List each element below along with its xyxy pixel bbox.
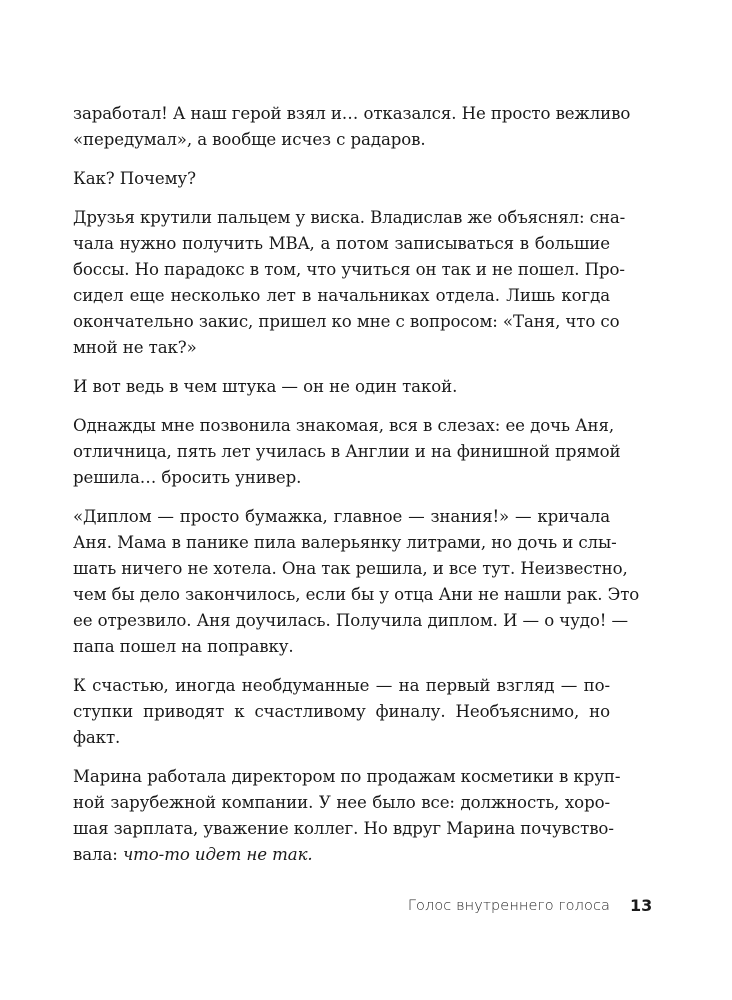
- text-line: Марина работала директором по продажам косметики в круп-: [73, 767, 621, 786]
- text-line-start: вала:: [73, 845, 123, 864]
- paragraph: [73, 101, 631, 153]
- text-line: Однажды мне позвонила знакомая, вся в слезах: ее дочь Аня,: [73, 416, 615, 435]
- text-line: шать ничего не хотела. Она так решила, и все тут. Неизвестно,: [73, 559, 628, 578]
- paragraph: [73, 166, 610, 192]
- text-line: чала нужно получить MBA, а потом записываться в большие: [73, 234, 610, 253]
- text-line: ной зарубежной компании. У нее было все: должность, хоро-: [73, 793, 610, 812]
- text-line: заработал! А наш герой взял и… отказался. Не просто вежливо: [73, 104, 631, 123]
- text-line: мной не так?»: [73, 338, 197, 357]
- text-line: сидел еще несколько лет в начальниках отдела. Лишь когда: [73, 286, 610, 305]
- paragraph: [73, 673, 610, 751]
- text-line: папа пошел на поправку.: [73, 637, 294, 656]
- page-number: 13: [630, 896, 653, 915]
- paragraph: [73, 205, 626, 361]
- text-line: [73, 842, 610, 868]
- page-footer: [0, 895, 732, 923]
- paragraph: [73, 764, 621, 868]
- text-line: Как? Почему?: [73, 169, 196, 188]
- text-line: факт.: [73, 728, 121, 747]
- running-title: Голос внутреннего голоса: [407, 898, 610, 914]
- text-line: Друзья крутили пальцем у виска. Владислав же объяснял: сна-: [73, 208, 626, 227]
- text-line: окончательно закис, пришел ко мне с вопросом: «Таня, что со: [73, 312, 620, 331]
- paragraph: [73, 374, 610, 400]
- paragraph: [73, 504, 640, 660]
- text-line: ее отрезвило. Аня доучилась. Получила диплом. И — о чудо! —: [73, 611, 629, 630]
- text-line: чем бы дело закончилось, если бы у отца Ани не нашли рак. Это: [73, 585, 640, 604]
- italic-phrase: что-то идет не так.: [122, 845, 313, 864]
- text-line: ступки приводят к счастливому финалу. Необъяснимо, но: [73, 702, 610, 721]
- text-line: решила… бросить универ.: [73, 468, 302, 487]
- text-line: Аня. Мама в панике пила валерьянку литрами, но дочь и слы-: [73, 533, 617, 552]
- text-line: боссы. Но парадокс в том, что учиться он так и не пошел. Про-: [73, 260, 625, 279]
- text-line: шая зарплата, уважение коллег. Но вдруг Марина почувство-: [73, 819, 614, 838]
- paragraph: [73, 413, 621, 491]
- text-line: И вот ведь в чем штука — он не один такой.: [73, 377, 458, 396]
- text-line: «передумал», а вообще исчез с радаров.: [73, 130, 426, 149]
- text-line: «Диплом — просто бумажка, главное — знания!» — кричала: [73, 507, 610, 526]
- text-line: К счастью, иногда необдуманные — на первый взгляд — по-: [73, 676, 610, 695]
- text-line: отличница, пять лет училась в Англии и на финишной прямой: [73, 442, 621, 461]
- body-text: [73, 101, 640, 881]
